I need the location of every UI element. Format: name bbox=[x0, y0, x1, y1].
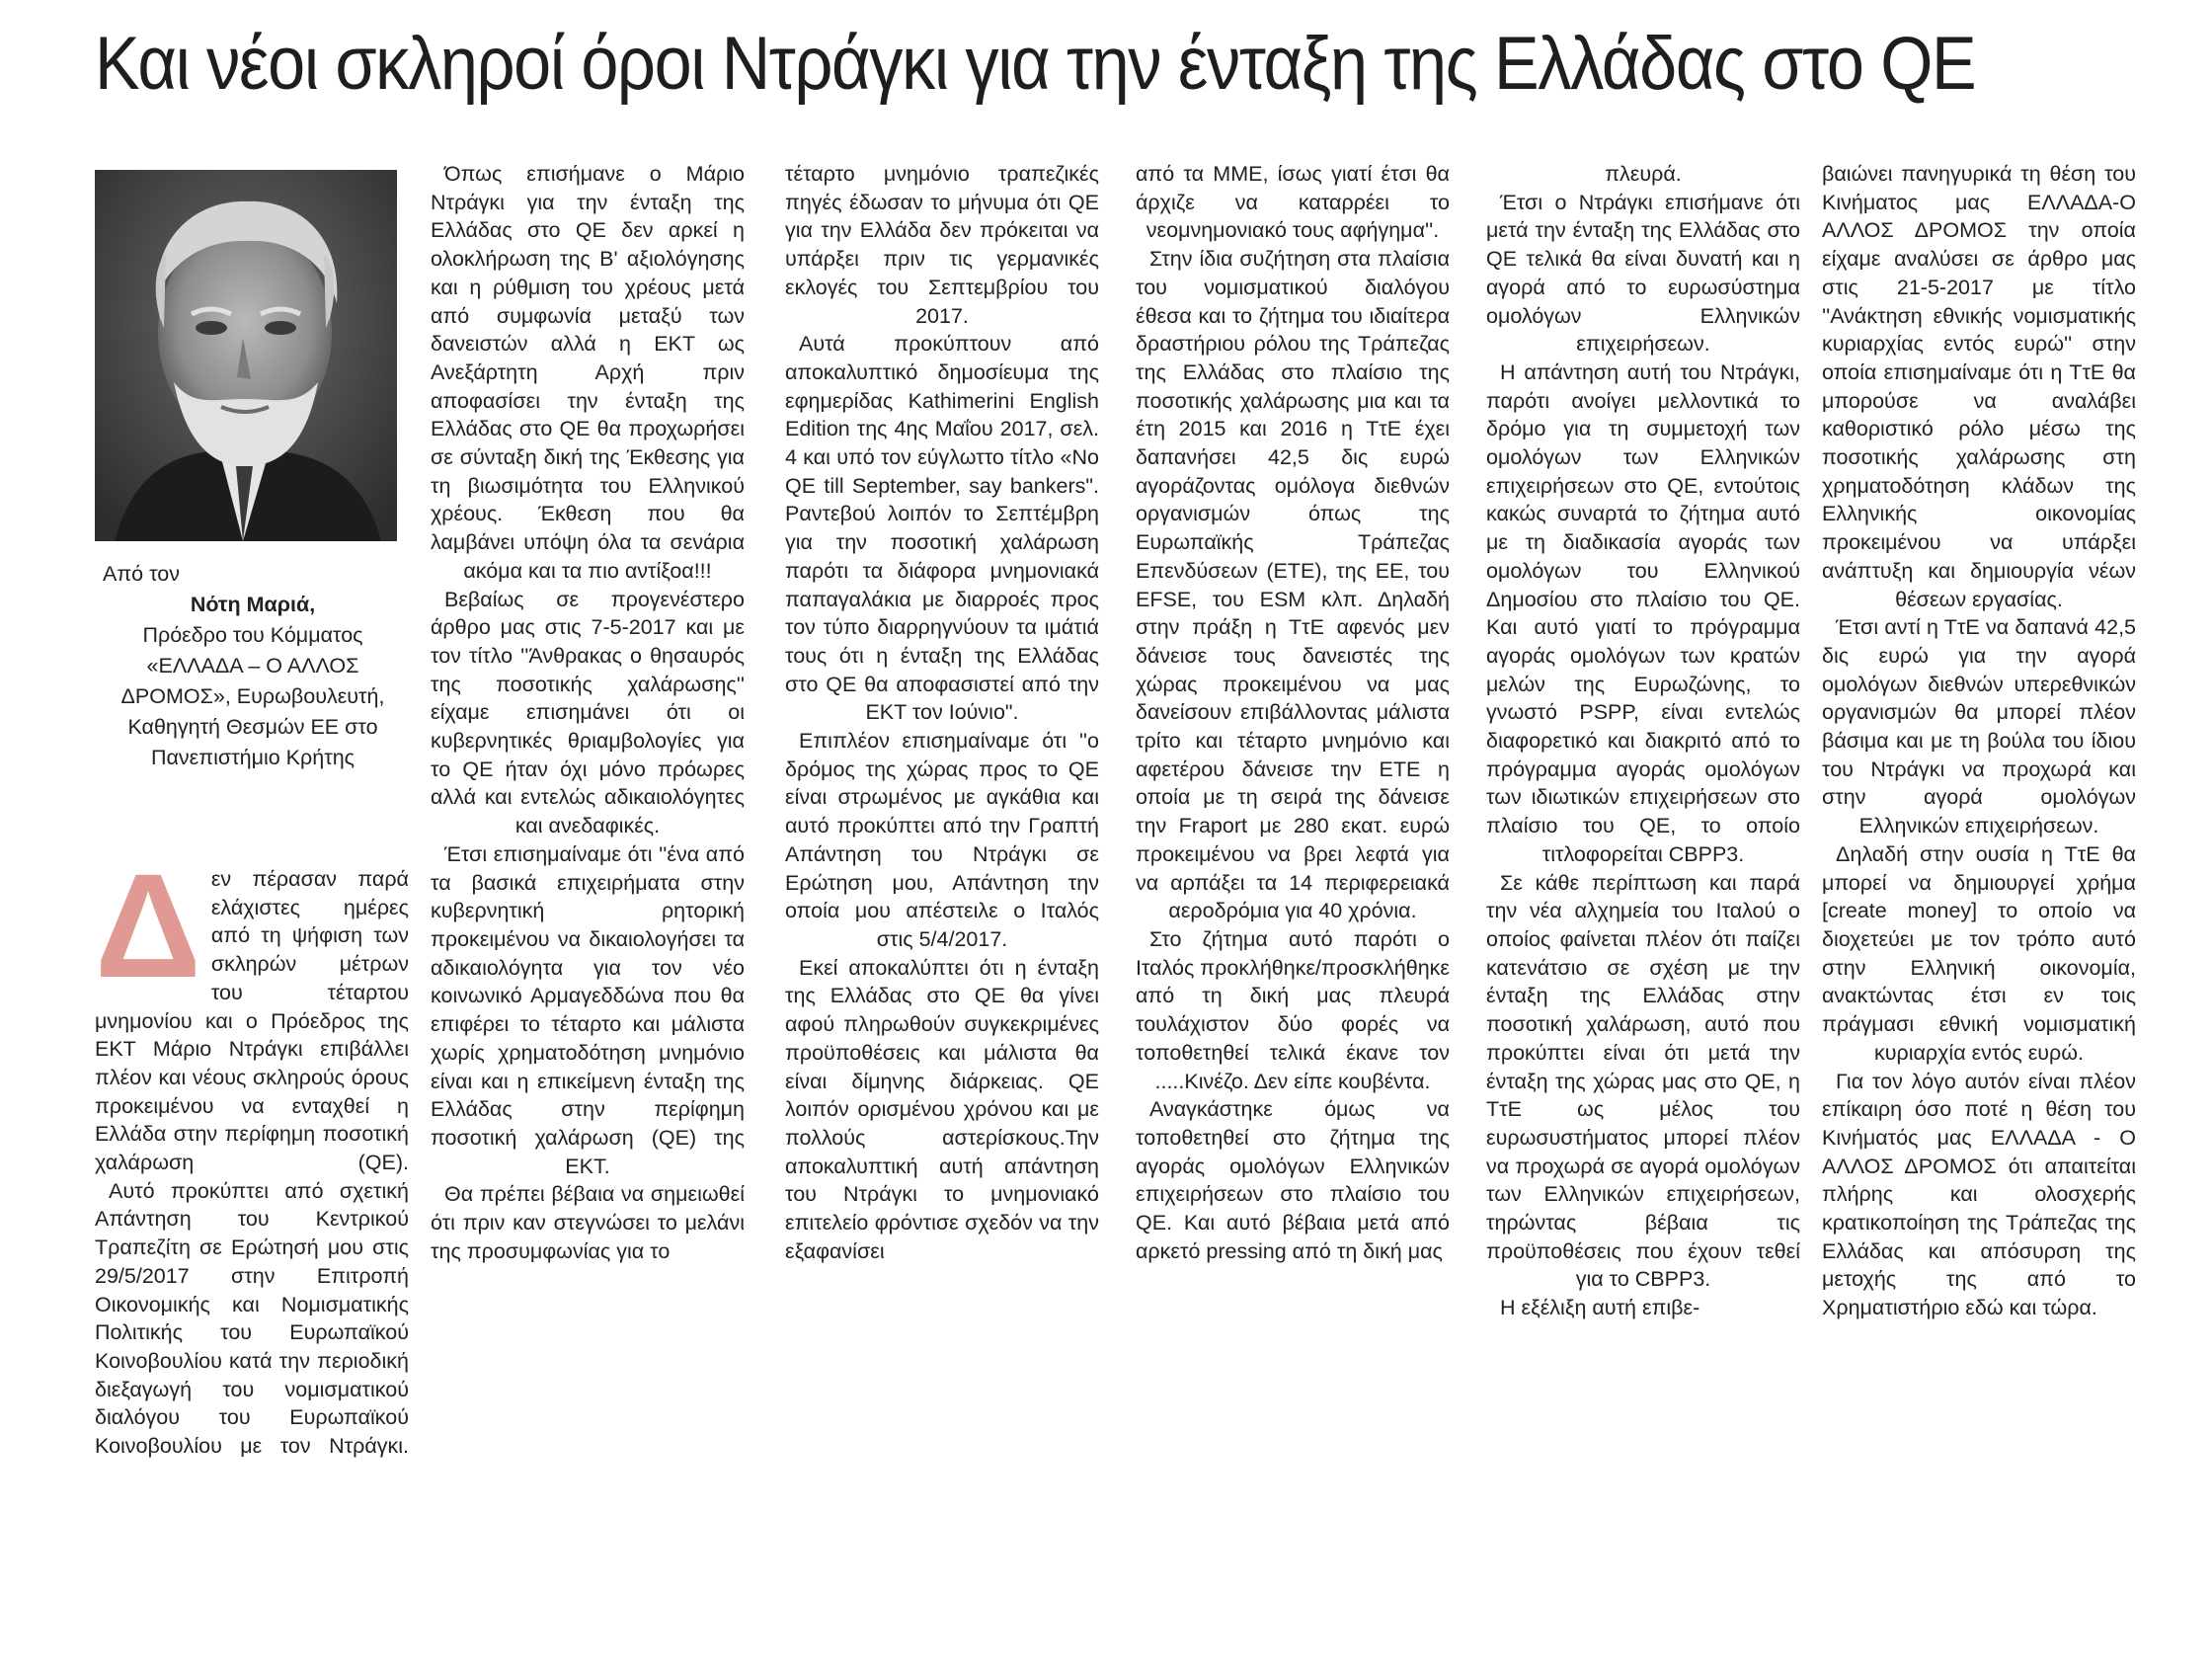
article-column-1 bbox=[95, 842, 409, 1461]
author-byline bbox=[95, 559, 411, 773]
paragraph: Επιπλέον επισημαίναμε ότι ''ο δρόμος της χώρας προς το QE είναι στρωμένος με αγκάθια και αυτό προκύπτει από την Γραπτή Απάντηση του Ντράγκι σε Ερώτηση μου, Απάντηση την οποία μου απέστειλε ο Ιταλός στις 5/4/2017. bbox=[785, 729, 1099, 951]
article-column-6 bbox=[1822, 160, 2136, 1322]
paragraph: Όπως επισήμανε ο Μάριο Ντράγκι για την ένταξη της Ελλάδας στο QE δεν αρκεί η ολοκλήρωση της Β' αξιολόγησης και η ρύθμιση του χρέους μετά από συμφωνία μεταξύ των δανειστών αλλά η ΕΚΤ ως Ανεξάρτητη Αρχή πριν αποφασίσει την ένταξη της Ελλάδας στο QE θα προχωρήσει σε σύνταξη δική της Έκθεσης για τη βιωσιμότητα του Ελληνικού χρέους. Έκθεση που θα λαμβάνει υπόψη όλα τα σενάρια ακόμα και τα πιο αντίξοα!!! bbox=[431, 162, 745, 583]
paragraph: βαιώνει πανηγυρικά τη θέση του Κινήματος μας ΕΛΛΑΔΑ-Ο ΑΛΛΟΣ ΔΡΟΜΟΣ την οποία είχαμε αναλύσει σε άρθρο μας στις 21-5-2017 με τίτλο ''Ανάκτηση εθνικής νομισματικής κυριαρχίας εντός ευρώ'' στην οποία επισημαίναμε ότι η ΤτΕ θα μπορούσε να αναλάβει καθοριστικό ρόλο μέσω της ποσοτικής χαλάρωσης στη χρηματοδότηση κλάδων της Ελληνικής οικονομίας προκειμένου να υπάρξει ανάπτυξη και δημιουργία νέων θέσεων εργασίας. bbox=[1822, 162, 2136, 611]
author-portrait-image bbox=[95, 170, 397, 541]
paragraph: Εκεί αποκαλύπτει ότι η ένταξη της Ελλάδας στο QE θα γίνει αφού πληρωθούν συγκεκριμένες προϋποθέσεις και μάλιστα θα είναι δίμηνης διάρκειας. QE λοιπόν ορισμένου χρόνου και με πολλούς αστερίσκους.Την αποκαλυπτική αυτή απάντηση του Ντράγκι το μνημονιακό επιτελείο φρόντισε σχεδόν να την εξαφανίσει bbox=[785, 955, 1099, 1263]
paragraph: Στην ίδια συζήτηση στα πλαίσια του νομισματικού διαλόγου έθεσα και το ζήτημα του ιδιαίτερα δραστήριου ρόλου της Τράπεζας της Ελλάδας στο πλαίσιο της ποσοτικής χαλάρωσης μια και τα έτη 2015 και 2016 η ΤτΕ έχει δαπανήσει 42,5 δις ευρώ αγοράζοντας ομόλογα διεθνών οργανισμών όπως της Ευρωπαϊκής Τράπεζας Επενδύσεων (ΕΤΕ), της ΕΕ, του EFSE, του ESM κλπ. Δηλαδή στην πράξη η ΤτΕ αφενός μεν δάνεισε τους δανειστές της χώρας προκειμένου να μας δανείσουν επιβάλλοντας μάλιστα τρίτο και τέταρτο μνημόνιο και αφετέρου δάνεισε την ΕΤΕ η οποία με τη σειρά της δάνεισε την Fraport με 280 εκατ. ευρώ προκειμένου να βρει λεφτά για να αρπάξει τα 14 περιφερειακά αεροδρόμια για 40 χρόνια. bbox=[1136, 247, 1450, 923]
paragraph: Σε κάθε περίπτωση και παρά την νέα αλχημεία του Ιταλού ο οποίος φαίνεται πλέον ότι παίζει κατενάτσιο σε σχέση με την ένταξη της Ελλάδας στην ποσοτική χαλάρωση, αυτό που προκύπτει είναι ότι μετά την ένταξη της χώρας μας στο QE, η ΤτΕ ως μέλος του ευρωσυστήματος μπορεί πλέον να προχωρά σε αγορά ομολόγων των Ελληνικών επιχειρήσεων, τηρώντας βέβαια τις προϋποθέσεις που έχουν τεθεί για το CBPP3. bbox=[1486, 870, 1800, 1292]
paragraph: τέταρτο μνημόνιο τραπεζικές πηγές έδωσαν το μήνυμα ότι QE για την Ελλάδα δεν πρόκειται να υπάρξει πριν τις γερμανικές εκλογές του Σεπτεμβρίου του 2017. bbox=[785, 162, 1099, 328]
author-name: Νότη Μαριά, bbox=[190, 593, 316, 616]
article-column-2 bbox=[431, 160, 745, 1265]
paragraph: Έτσι αντί η ΤτΕ να δαπανά 42,5 δις ευρώ για την αγορά ομολόγων διεθνών υπερεθνικών οργανισμών θα μπορεί πλέον βάσιμα και με τη βούλα του ίδιου του Ντράγκι να προχωρά και στην αγορά ομολόγων Ελληνικών επιχειρήσεων. bbox=[1822, 615, 2136, 838]
paragraph: από τα ΜΜΕ, ίσως γιατί έτσι θα άρχιζε να καταρρέει το νεομνημονιακό τους αφήγημα''. bbox=[1136, 162, 1450, 243]
paragraph: Αναγκάστηκε όμως να τοποθετηθεί στο ζήτημα της αγοράς ομολόγων Ελληνικών επιχειρήσεων στο πλαίσιο του QE. Και αυτό βέβαια μετά από αρκετό pressing από τη δική μας bbox=[1136, 1097, 1450, 1263]
paragraph: Έτσι ο Ντράγκι επισήμανε ότι μετά την ένταξη της Ελλάδας στο QE τελικά θα είναι δυνατή και η αγορά από το ευρωσύστημα ομολόγων Ελληνικών επιχειρήσεων. bbox=[1486, 190, 1800, 357]
paragraph: Αυτά προκύπτουν από αποκαλυπτικό δημοσίευμα της εφημερίδας Kathimerini English Edition της 4ης Μαΐου 2017, σελ. 4 και υπό τον εύγλωττο τίτλο «No QE till September, say bankers". Ραντεβού λοιπόν το Σεπτέμβρη για την ποσοτική χαλάρωση παρότι τα διάφορα μνημονιακά παπαγαλάκια με διαρροές προς τον τύπο διαρρηγνύουν τα ιμάτιά τους ότι η ένταξη της Ελλάδας στο QE θα αποφασιστεί από την ΕΚΤ τον Ιούνιο". bbox=[785, 332, 1099, 725]
paragraph: Για τον λόγο αυτόν είναι πλέον επίκαιρη όσο ποτέ η θέση του Κινήματός μας ΕΛΛΑΔΑ - Ο ΑΛΛΟΣ ΔΡΟΜΟΣ ότι απαιτείται πλήρης και ολοσχερής κρατικοποίηση της Τράπεζας της Ελλάδας και απόσυρση της μετοχής της από το Χρηματιστήριο εδώ και τώρα. bbox=[1822, 1069, 2136, 1320]
headline: Και νέοι σκληροί όροι Ντράγκι για την ένταξη της Ελλάδας στο QE bbox=[95, 22, 1976, 106]
author-role: Πρόεδρο του Κόμματος «ΕΛΛΑΔΑ – Ο ΑΛΛΟΣ ΔΡΟΜΟΣ», Ευρωβουλευτή, Καθηγητή Θεσμών ΕΕ στο Πανεπιστήμιο Κρήτης bbox=[120, 623, 385, 769]
article-column-5 bbox=[1486, 160, 1800, 1322]
paragraph: πλευρά. bbox=[1605, 162, 1682, 186]
drop-cap: Δ bbox=[95, 842, 201, 1008]
paragraph: Έτσι επισημαίναμε ότι ''ένα από τα βασικά επιχειρήματα στην κυβερνητική ρητορική προκειμένου να δικαιολογήσει τα αδικαιολόγητα για τον νέο κοινωνικό Αρμαγεδδώνα που θα επιφέρει το τέταρτο και μάλιστα χωρίς χρηματοδότηση μνημόνιο είναι και η επικείμενη ένταξη της Ελλάδας στην περίφημη ποσοτική χαλάρωση (QE) της ΕΚΤ. bbox=[431, 841, 745, 1178]
byline-label: Από τον bbox=[103, 562, 181, 586]
author-photo bbox=[95, 170, 397, 541]
paragraph: Δηλαδή στην ουσία η ΤτΕ θα μπορεί να δημιουργεί χρήμα [create money] το οποίο να διοχετεύει με τον τρόπο αυτό στην Ελληνική οικονομία, ανακτώντας έτσι εν τοις πράγμασι εθνική νομισματική κυριαρχία εντός ευρώ. bbox=[1822, 841, 2136, 1065]
article-column-4 bbox=[1136, 160, 1450, 1265]
paragraph: Αυτό προκύπτει από σχετική Απάντηση του Κεντρικού Τραπεζίτη σε Ερώτησή μου στις 29/5/2017 στην Επιτροπή Οικονομικής και Νομισματικής Πολιτικής του Ευρωπαϊκού Κοινοβουλίου κατά την περιοδική διεξαγωγή του νομισματικού διαλόγου του Ευρωπαϊκού Κοινοβουλίου με τον Ντράγκι. bbox=[95, 1178, 409, 1459]
paragraph: Θα πρέπει βέβαια να σημειωθεί ότι πριν καν στεγνώσει το μελάνι της προσυμφωνίας για το bbox=[431, 1182, 745, 1263]
paragraph: Η εξέλιξη αυτή επιβε- bbox=[1500, 1296, 1700, 1320]
paragraph: Βεβαίως σε προγενέστερο άρθρο μας στις 7-5-2017 και με τον τίτλο ''Άνθρακας ο θησαυρός της ποσοτικής χαλάρωσης'' είχαμε επισημάνει ότι οι κυβερνητικές θριαμβολογίες για το QE ήταν όχι μόνο πρόωρες αλλά και εντελώς αδικαιολόγητες και ανεδαφικές. bbox=[431, 587, 745, 838]
paragraph: εν πέρασαν παρά ελάχιστες ημέρες από τη ψήφιση των σκληρών μέτρων του τέταρτου μνημονίου και ο Πρόεδρος της ΕΚΤ Μάριο Ντράγκι επιβάλλει πλέον και νέους σκληρούς όρους προκειμένου να ενταχθεί η Ελλάδα στην περίφημη ποσοτική χαλάρωση (QE). bbox=[95, 867, 409, 1175]
paragraph: Στο ζήτημα αυτό παρότι ο Ιταλός προκλήθηκε/προσκλήθηκε από τη δική μας πλευρά τουλάχιστον δύο φορές να τοποθετηθεί τελικά έκανε τον .....Κινέζο. Δεν είπε κουβέντα. bbox=[1136, 926, 1451, 1093]
article-column-3 bbox=[785, 160, 1099, 1265]
paragraph: Η απάντηση αυτή του Ντράγκι, παρότι ανοίγει μελλοντικά το δρόμο για τη συμμετοχή των ομολόγων των Ελληνικών επιχειρήσεων στο QE, εντούτοις κακώς συναρτά το ζήτημα αυτό με τη διαδικασία αγοράς των ομολόγων του Ελληνικού Δημοσίου στο πλαίσιο του QE. Και αυτό γιατί το πρόγραμμα αγοράς ομολόγων των κρατών μελών της Ευρωζώνης, το γνωστό PSPP, είναι εντελώς διαφορετικό και διακριτό από το πρόγραμμα αγοράς ομολόγων των ιδιωτικών επιχειρήσεων στο πλαίσιο του QE, το οποίο τιτλοφορείται CBPP3. bbox=[1486, 359, 1800, 866]
